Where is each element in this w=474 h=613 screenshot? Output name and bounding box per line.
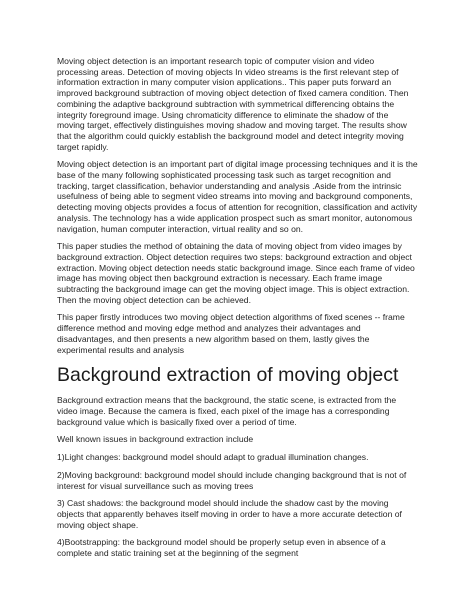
issue-moving-background: 2)Moving background: background model should include changing background that is not of interest for visual surveillance such as moving trees bbox=[57, 469, 407, 491]
intro-paragraph-1: Moving object detection is an important research topic of computer vision and video processing areas. Detection of moving objects In video streams is the first relevant step of information extraction in many computer vision applications.. This paper puts forward an improved background subtraction of moving object detection of fixed camera condition. Then combining the adaptive background subtraction with symmetrical differencing obtains the integrity foreground image. Using chromaticity difference to eliminate the shadow of the moving target, effectively distinguishes moving shadow and moving target. The results show that the algorithm could quickly establish the background model and detect integrity moving target rapidly. bbox=[57, 56, 409, 152]
section-paragraph-2: Well known issues in background extraction include bbox=[57, 434, 254, 445]
intro-paragraph-3: This paper studies the method of obtaining the data of moving object from video images by background extraction. Object detection requires two steps: background extraction and object extraction. Moving object detection needs static background image. Since each frame of video image has moving object then background extraction is necessary. Each frame image subtracting the background image can get the moving object image. This is object extraction. Then the moving object detection can be achieved. bbox=[57, 241, 415, 305]
issue-cast-shadows: 3) Cast shadows: the background model should include the shadow cast by the moving objects that apparently behaves itself moving in order to have a more accurate detection of moving object shape. bbox=[57, 498, 402, 530]
issue-light-changes: 1)Light changes: background model should adapt to gradual illumination changes. bbox=[57, 452, 369, 463]
issue-bootstrapping: 4)Bootstrapping: the background model should be properly setup even in absence of a complete and static training set at the beginning of the segment bbox=[57, 537, 386, 559]
section-paragraph-1: Background extraction means that the background, the static scene, is extracted from the video image. Because the camera is fixed, each pixel of the image has a corresponding background value which is basically fixed over a period of time. bbox=[57, 395, 397, 427]
section-heading: Background extraction of moving object bbox=[57, 364, 399, 387]
intro-paragraph-4: This paper firstly introduces two moving object detection algorithms of fixed scenes -- frame difference method and moving edge method and analyzes their advantages and disadvantages, and then presents a new algorithm based on them, lastly gives the experimental results and analysis bbox=[57, 312, 405, 355]
intro-paragraph-2: Moving object detection is an important part of digital image processing techniques and it is the base of the many following sophisticated processing task such as target recognition and tracking, target classification, behavior understanding and analysis .Aside from the intrinsic usefulness of being able to segment video streams into moving and background components, detecting moving objects provides a focus of attention for recognition, classification and activity analysis. The technology has a wide application prospect such as smart monitor, autonomous navigation, human computer interaction, virtual reality and so on. bbox=[57, 159, 418, 234]
